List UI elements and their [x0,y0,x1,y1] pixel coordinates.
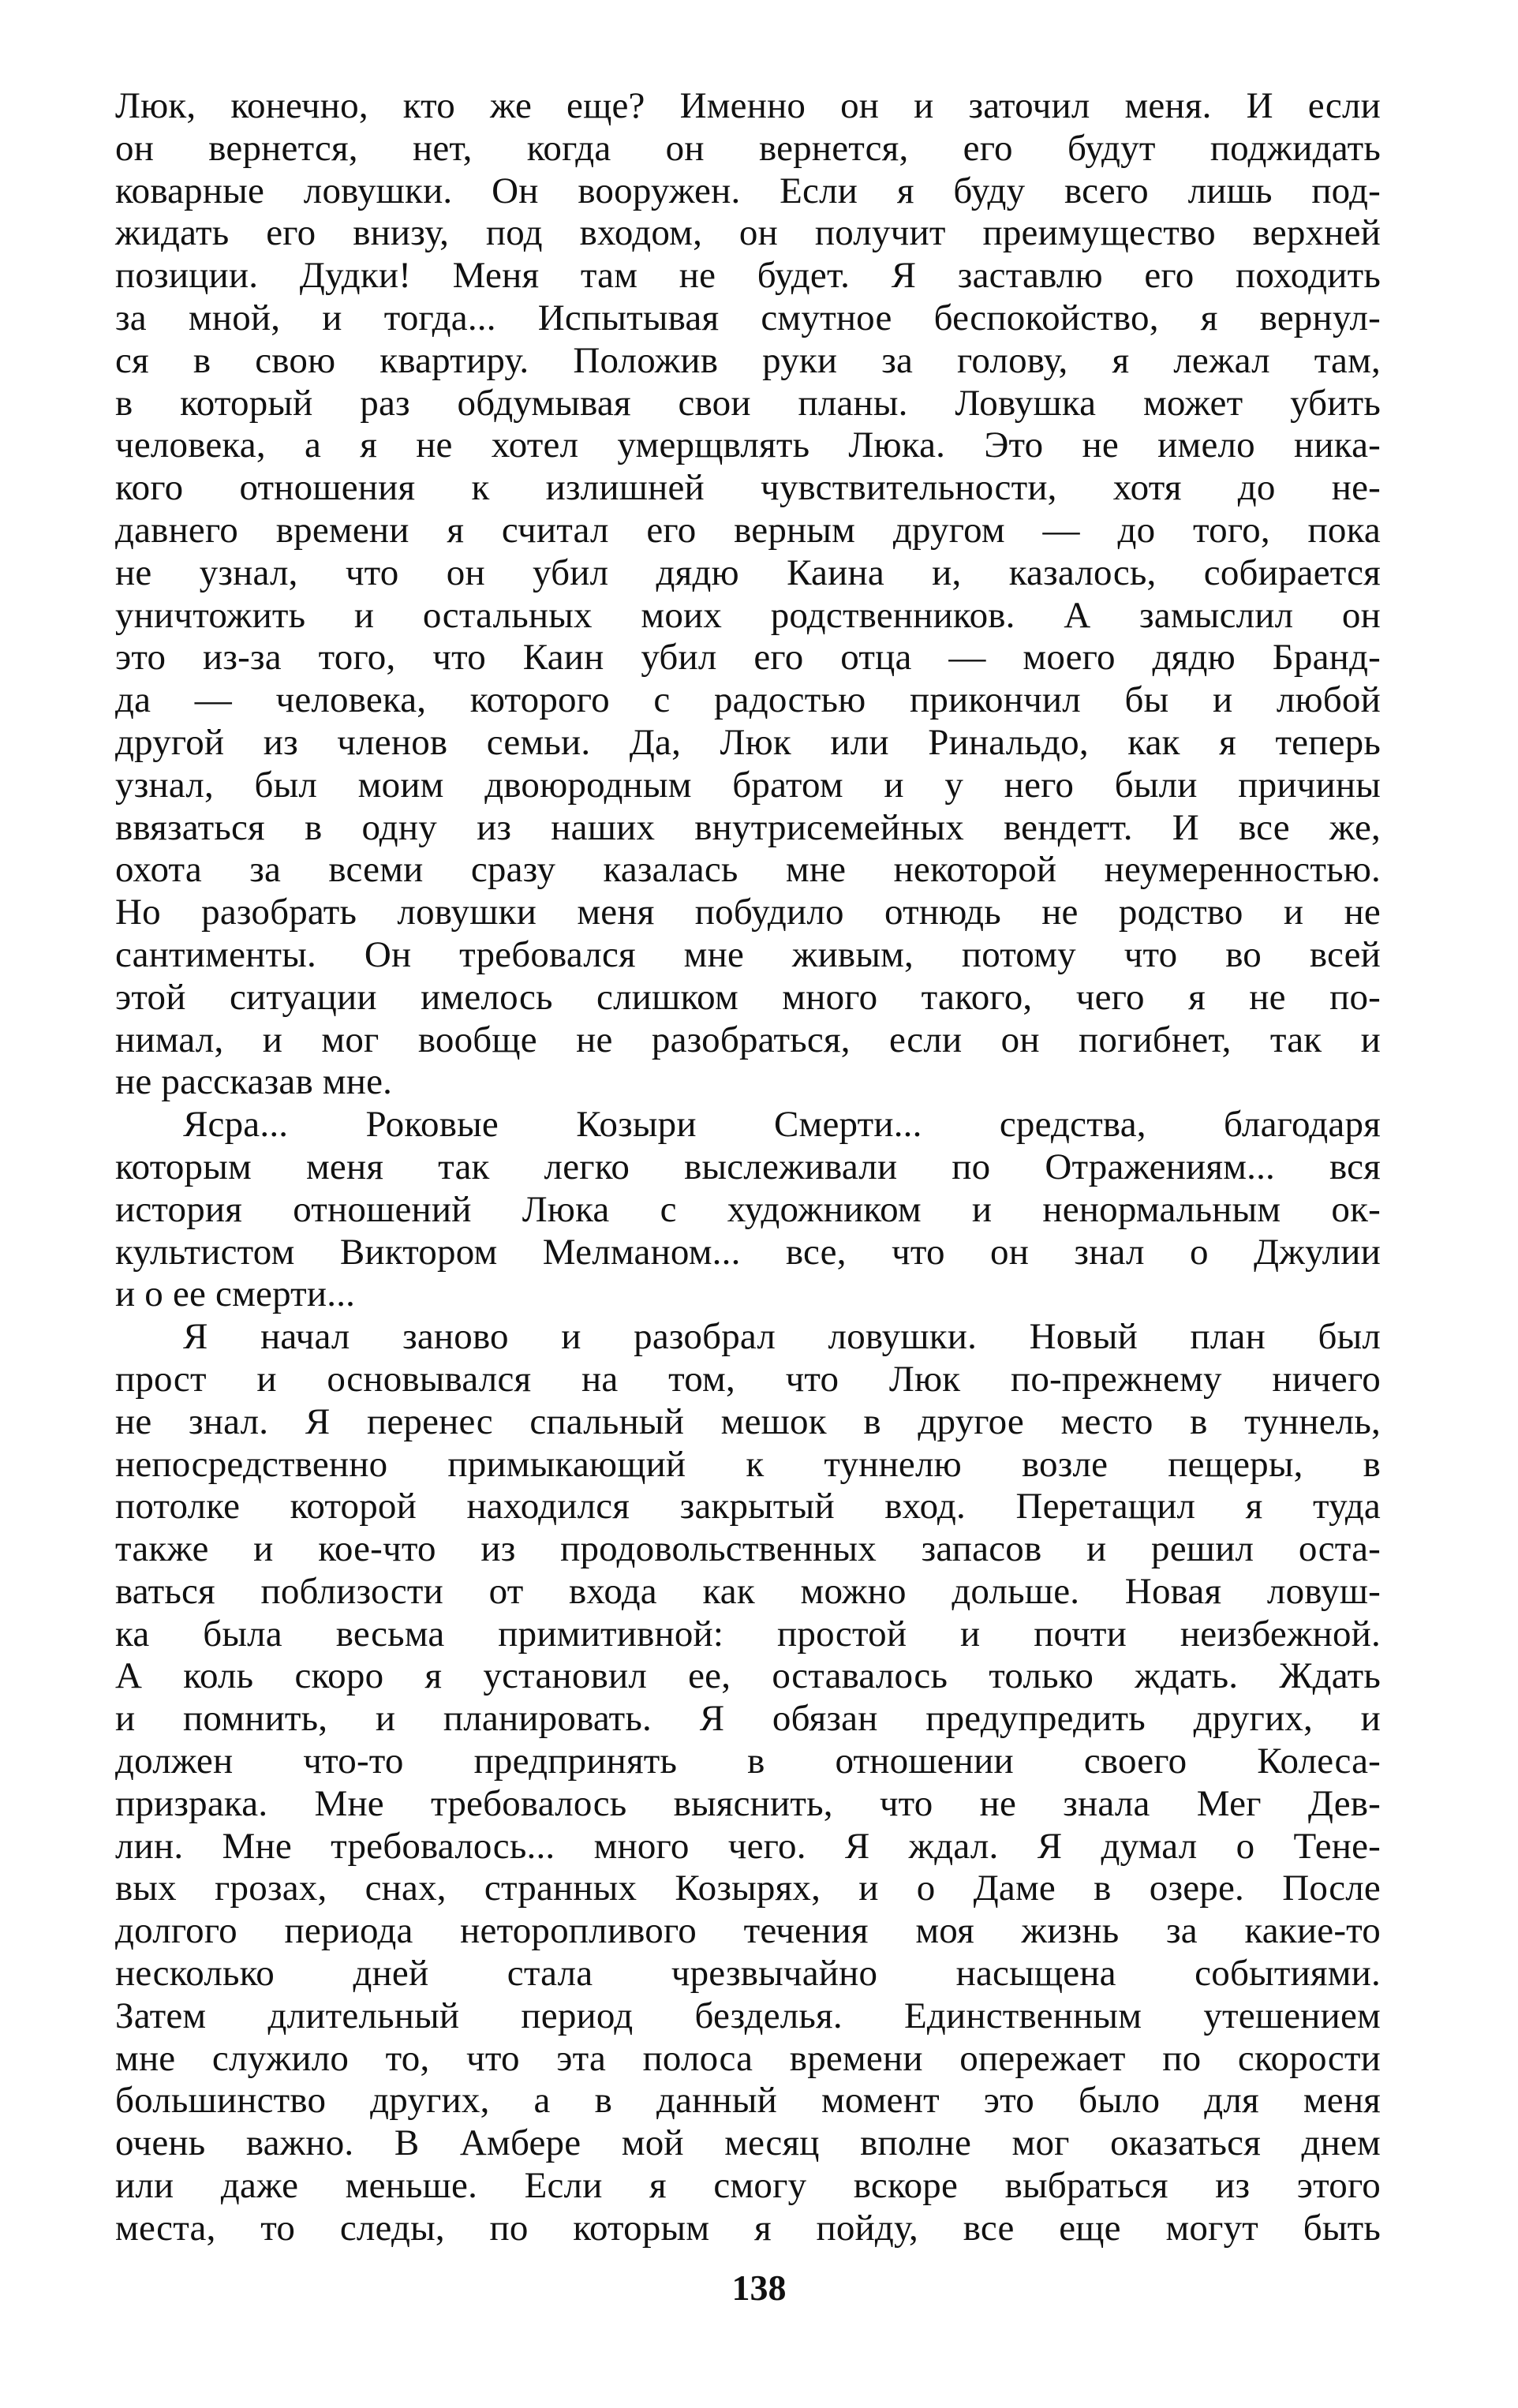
text-line: прост и основывался на том, что Люк по-прежнему ничего [115,1358,1381,1400]
text-line: несколько дней стала чрезвычайно насыщена событиями. [115,1953,1381,1995]
text-line: места, то следы, по которым я пойду, все еще могут быть [115,2207,1381,2249]
text-line: призрака. Мне требовалось выяснить, что не знала Мег Дев- [115,1782,1381,1824]
text-line: ся в свою квартиру. Положив руки за голову, я лежал там, [115,339,1381,381]
text-line: да — человека, которого с радостью прикончил бы и любой [115,679,1381,721]
text-line: жидать его внизу, под входом, он получит преимущество верхней [115,212,1381,254]
text-line: ваться поблизости от входа как можно дольше. Новая ловуш- [115,1570,1381,1612]
text-line: не знал. Я перенес спальный мешок в другое место в туннель, [115,1400,1381,1442]
text-line: охота за всеми сразу казалась мне некоторой неумеренностью. [115,849,1381,891]
text-line: за мной, и тогда... Испытывая смутное беспокойство, я вернул- [115,297,1381,338]
text-line: он вернется, нет, когда он вернется, его будут поджидать [115,127,1381,169]
text-line: позиции. Дудки! Меня там не будет. Я заставлю его походить [115,255,1381,297]
text-line: не рассказав мне. [115,1061,393,1103]
text-line: коварные ловушки. Он вооружен. Если я буду всего лишь под- [115,170,1381,211]
text-line: и о ее смерти... [115,1273,356,1315]
text-line: давнего времени я считал его верным другом — до того, пока [115,509,1381,551]
text-line: Затем длительный период безделья. Единственным утешением [115,1995,1381,2036]
text-line: кого отношения к излишней чувствительности, хотя до не- [115,467,1381,509]
text-line: очень важно. В Амбере мой месяц вполне мог оказаться днем [115,2122,1381,2164]
text-line: мне служило то, что эта полоса времени опережает по скорости [115,2037,1381,2079]
text-line: нимал, и мог вообще не разобраться, если он погибнет, так и [115,1019,1381,1060]
page-number: 138 [731,2268,787,2308]
text-line: в который раз обдумывая свои планы. Ловушка может убить [115,382,1381,424]
body-text [115,85,1381,2250]
text-line: ввязаться в одну из наших внутрисемейных вендетт. И все же, [115,806,1381,848]
text-line: и помнить, и планировать. Я обязан предупредить других, и [115,1698,1381,1740]
text-line: большинство других, а в данный момент это было для меня [115,2080,1381,2122]
text-line: Ясра... Роковые Козыри Смерти... средства, благодаря [183,1104,1381,1146]
text-line: этой ситуации имелось слишком много такого, чего я не по- [115,976,1381,1018]
text-line: Но разобрать ловушки меня побудило отнюдь не родство и не [115,892,1381,933]
text-line: лин. Мне требовалось... много чего. Я ждал. Я думал о Тене- [115,1825,1381,1867]
text-line: или даже меньше. Если я смогу вскоре выбраться из этого [115,2165,1381,2207]
text-line: история отношений Люка с художником и ненормальным ок- [115,1188,1381,1230]
text-line: которым меня так легко выслеживали по Отражениям... вся [115,1146,1381,1187]
text-line: непосредственно примыкающий к туннелю возле пещеры, в [115,1443,1381,1485]
text-line: узнал, был моим двоюродным братом и у него были причины [115,764,1381,806]
text-line: сантименты. Он требовался мне живым, потому что во всей [115,933,1381,975]
text-line: должен что-то предпринять в отношении своего Колеса- [115,1741,1381,1782]
text-line: другой из членов семьи. Да, Люк или Ринальдо, как я теперь [115,721,1381,763]
text-line: также и кое-что из продовольственных запасов и решил оста- [115,1528,1381,1570]
text-line: вых грозах, снах, странных Козырях, и о Даме в озере. После [115,1868,1381,1909]
text-line: Я начал заново и разобрал ловушки. Новый план был [183,1316,1381,1358]
text-line: потолке которой находился закрытый вход. Перетащил я туда [115,1486,1381,1527]
text-line: это из-за того, что Каин убил его отца — моего дядю Бранд- [115,637,1381,679]
text-line: культистом Виктором Мелманом... все, что он знал о Джулии [115,1231,1381,1273]
text-line: долгого периода неторопливого течения моя жизнь за какие-то [115,1910,1381,1952]
text-line: ка была весьма примитивной: простой и почти неизбежной. [115,1613,1381,1655]
text-line: Люк, конечно, кто же еще? Именно он и заточил меня. И если [115,85,1381,126]
text-line: уничтожить и остальных моих родственников. А замыслил он [115,594,1381,636]
text-line: человека, а я не хотел умерщвлять Люка. Это не имело ника- [115,424,1381,466]
text-line: не узнал, что он убил дядю Каина и, казалось, собирается [115,552,1381,593]
text-line: А коль скоро я установил ее, оставалось только ждать. Ждать [115,1655,1381,1697]
